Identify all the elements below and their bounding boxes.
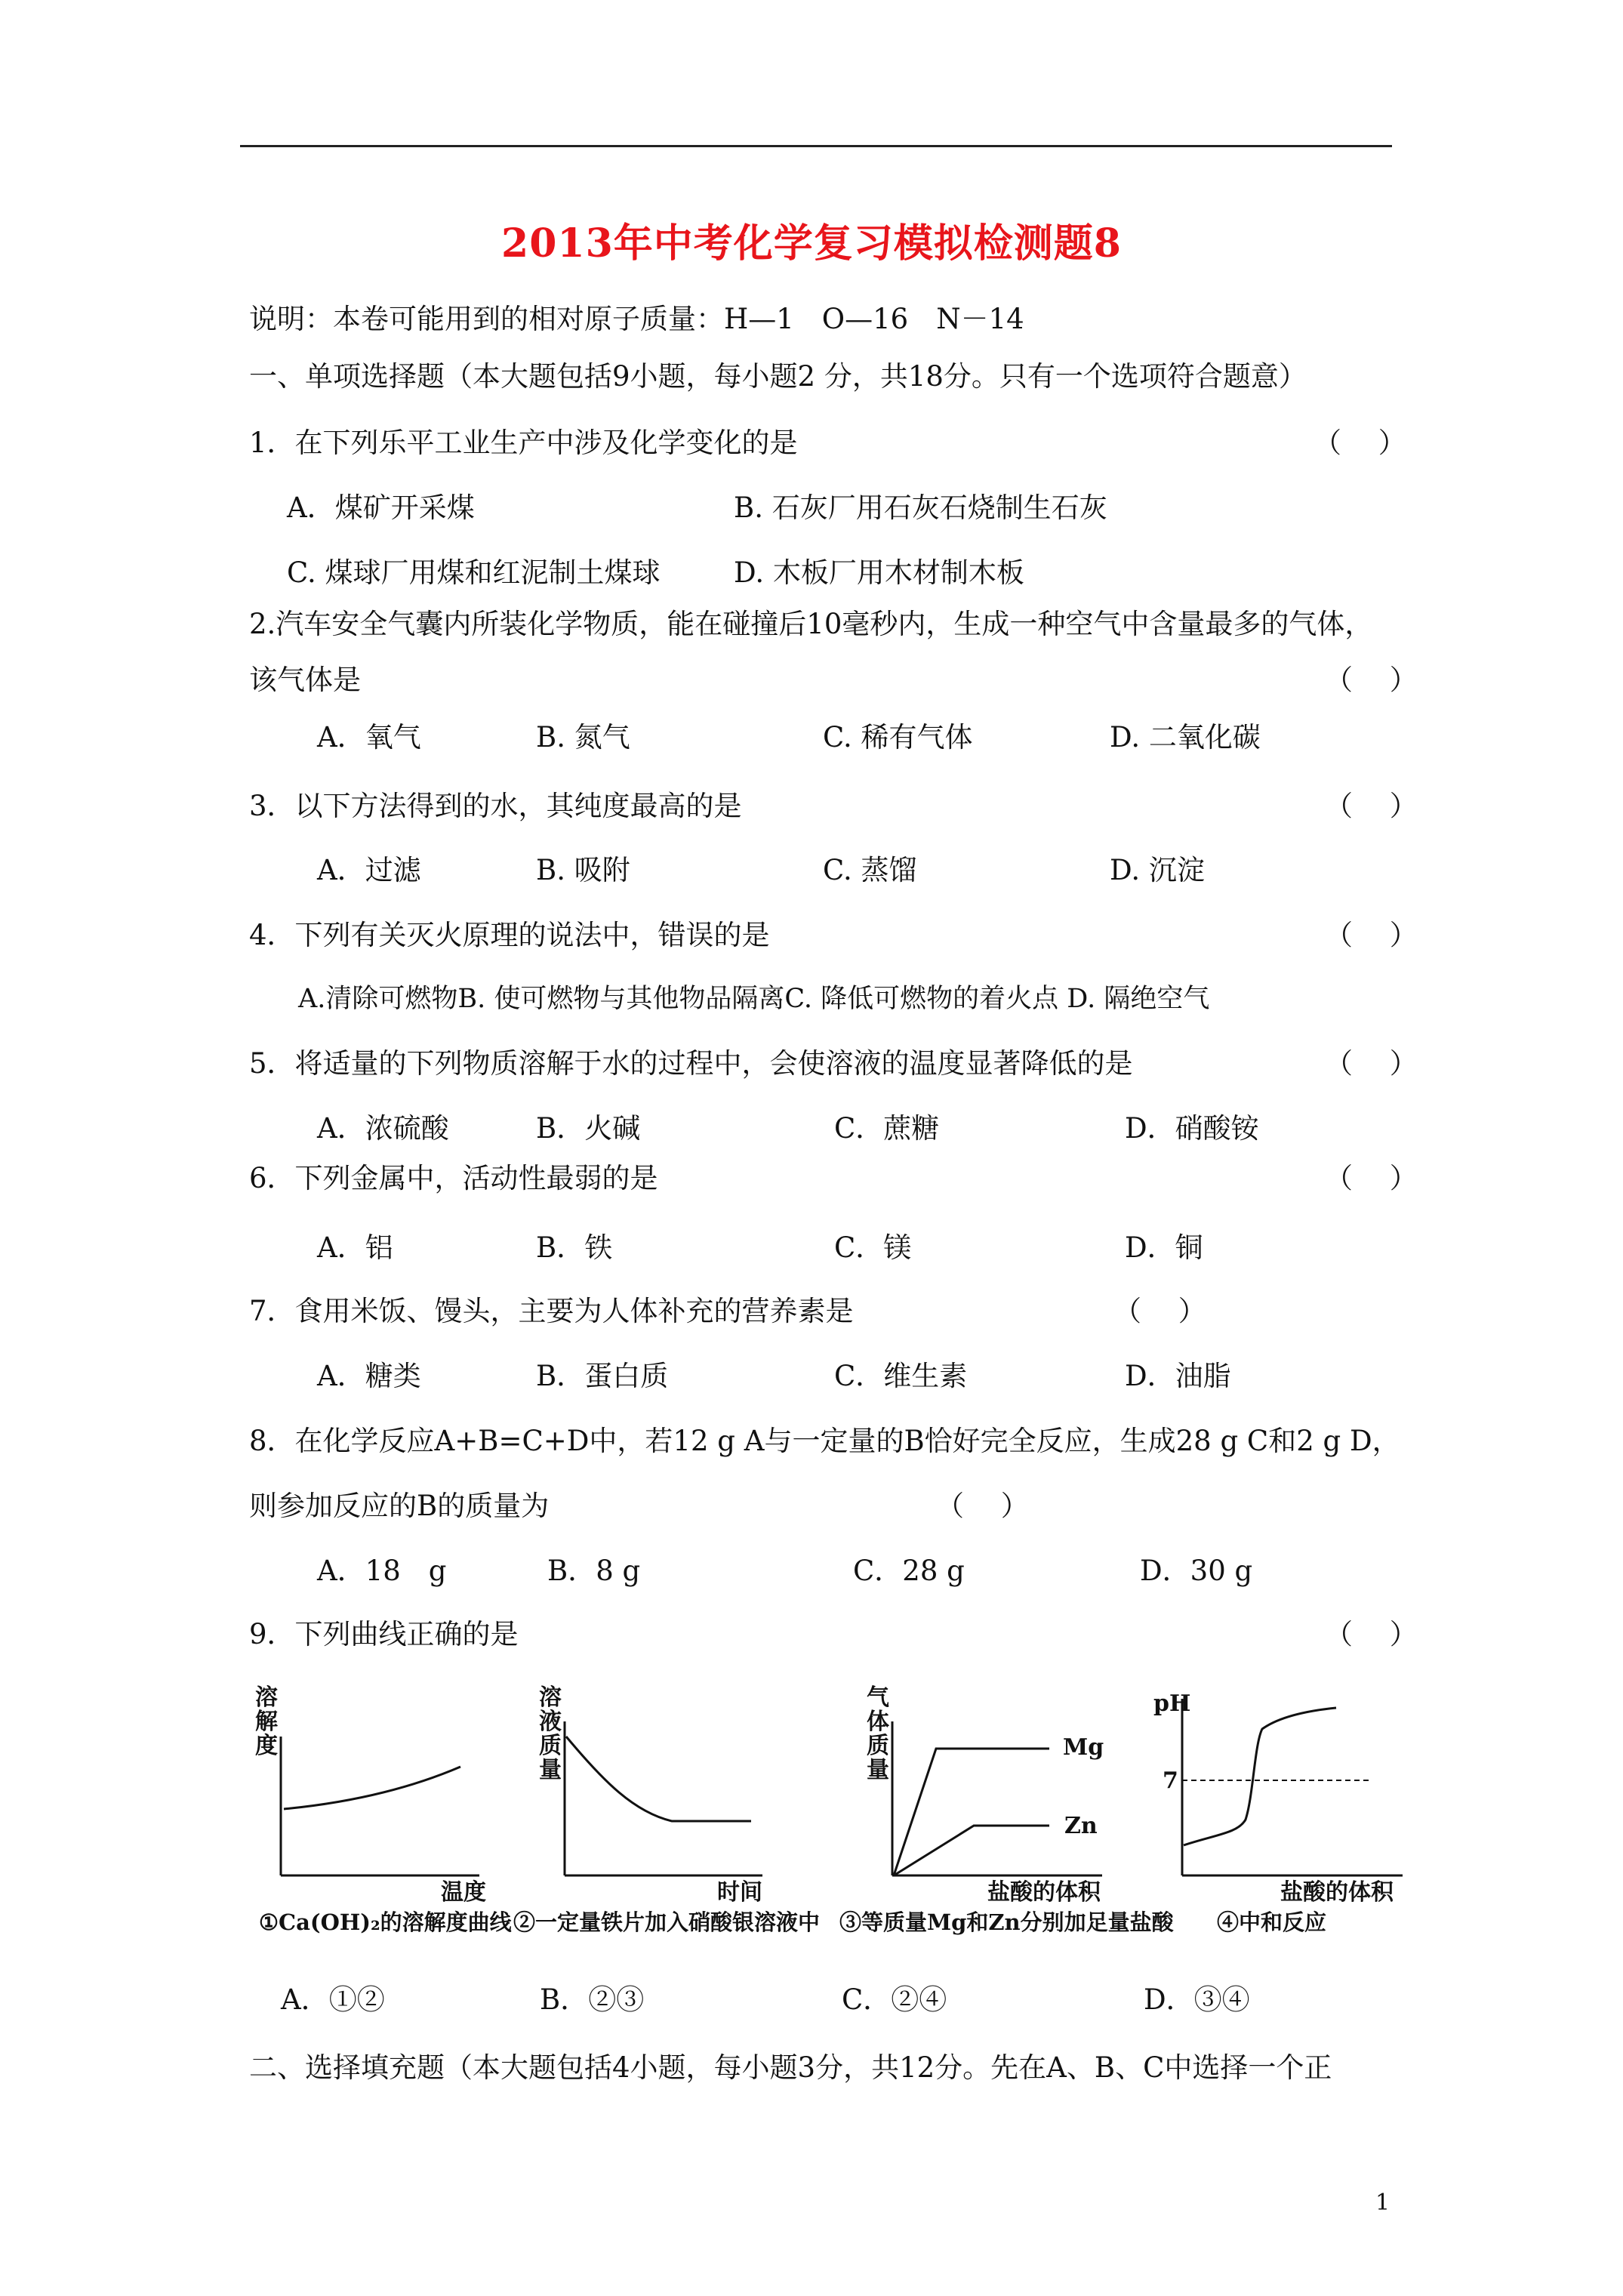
q2-answer-blank[interactable]: （ ） — [1325, 664, 1418, 696]
q8-option-b: B．8 g — [547, 1555, 641, 1587]
section-2-heading: 二、选择填充题（本大题包括4小题，每小题3分，共12分。先在A、B、C中选择一个正 — [249, 2051, 1332, 2084]
q8-answer-blank[interactable]: （ ） — [936, 1490, 1029, 1522]
chart-3-gas-mass — [839, 1684, 1175, 1935]
q9-stem: 9．下列曲线正确的是 — [249, 1618, 519, 1650]
chart-1-xlabel: 温度 — [441, 1879, 486, 1906]
q3-option-c: C. 蒸馏 — [823, 854, 917, 886]
chart-4-ylabel: pH — [1153, 1690, 1191, 1717]
chart-3-ylabel-char: 体 — [867, 1709, 889, 1735]
q1-option-b: B. 石灰厂用石灰石烧制生石灰 — [734, 492, 1107, 524]
q6-option-a: A．铝 — [317, 1231, 393, 1264]
q9-option-d: D．③④ — [1144, 1983, 1250, 2016]
chart-4-xlabel: 盐酸的体积 — [1280, 1879, 1394, 1906]
section-1-heading: 一、单项选择题（本大题包括9小题，每小题2 分，共18分。只有一个选项符合题意） — [249, 360, 1307, 393]
q4-stem: 4．下列有关灭火原理的说法中，错误的是 — [249, 919, 770, 951]
q6-stem: 6．下列金属中，活动性最弱的是 — [249, 1162, 658, 1194]
q8-option-a: A．18 g — [317, 1555, 447, 1587]
q1-option-d: D. 木板厂用木材制木板 — [734, 556, 1024, 589]
chart-3-caption: ③等质量Mg和Zn分别加足量盐酸 — [839, 1909, 1174, 1935]
chart-3-mg-line — [894, 1749, 1049, 1875]
q1-answer-blank[interactable]: （ ） — [1313, 427, 1406, 459]
page-title: 2013年中考化学复习模拟检测题8 — [501, 220, 1122, 267]
q9-option-a: A．①② — [281, 1983, 385, 2016]
chart-3-zn-line — [894, 1826, 1049, 1875]
chart-2-xlabel: 时间 — [717, 1879, 762, 1906]
q8-stem-line1: 8．在化学反应A+B=C+D中，若12 g A与一定量的B恰好完全反应，生成28 g C和2 g D， — [249, 1425, 1400, 1457]
q3-answer-blank[interactable]: （ ） — [1325, 790, 1418, 822]
q4-options: A.清除可燃物B. 使可燃物与其他物品隔离C. 降低可燃物的着火点 D. 隔绝空气 — [298, 984, 1210, 1014]
q2-option-b: B. 氮气 — [536, 721, 630, 754]
q8-stem-line2: 则参加反应的B的质量为 — [249, 1490, 550, 1522]
q2-option-d: D. 二氧化碳 — [1110, 721, 1261, 754]
q8-option-c: C．28 g — [853, 1555, 965, 1587]
chart-2-ylabel-char: 质 — [539, 1733, 562, 1759]
chart-3-ylabel-char: 质 — [867, 1733, 889, 1759]
q5-stem: 5．将适量的下列物质溶解于水的过程中，会使溶液的温度显著降低的是 — [249, 1047, 1133, 1080]
chart-1-caption: ①Ca(OH)₂的溶解度曲线 — [259, 1909, 512, 1935]
chart-3-ylabel-char: 气 — [867, 1684, 889, 1711]
q9-answer-blank[interactable]: （ ） — [1325, 1618, 1418, 1650]
q3-option-a: A．过滤 — [317, 854, 421, 886]
chart-1-ylabel-char: 溶 — [255, 1684, 278, 1711]
chart-1-curve — [284, 1767, 460, 1809]
q6-answer-blank[interactable]: （ ） — [1325, 1162, 1418, 1194]
q2-option-c: C. 稀有气体 — [823, 721, 973, 754]
q2-stem-line2: 该气体是 — [249, 664, 361, 696]
q8-option-d: D．30 g — [1140, 1555, 1253, 1587]
chart-2-curve — [566, 1737, 751, 1821]
q2-option-a: A．氧气 — [317, 721, 421, 754]
chart-3-xlabel: 盐酸的体积 — [987, 1879, 1101, 1906]
chart-4-caption: ④中和反应 — [1217, 1909, 1327, 1935]
q5-option-b: B．火碱 — [536, 1112, 641, 1145]
q4-answer-blank[interactable]: （ ） — [1325, 919, 1418, 951]
chart-3-ylabel-char: 量 — [867, 1757, 889, 1783]
q6-option-b: B．铁 — [536, 1231, 613, 1264]
q5-option-c: C．蔗糖 — [834, 1112, 940, 1145]
q7-option-d: D．油脂 — [1125, 1360, 1231, 1392]
chart-2-solution-mass — [513, 1684, 820, 1935]
q1-stem: 1．在下列乐平工业生产中涉及化学变化的是 — [249, 427, 798, 459]
chart-4-neutralization — [1153, 1690, 1403, 1935]
chart-2-ylabel-char: 液 — [539, 1709, 562, 1735]
q7-option-a: A．糖类 — [317, 1360, 421, 1392]
q9-option-c: C．②④ — [842, 1983, 947, 2016]
chart-1-solubility — [255, 1684, 513, 1935]
q1-option-a: A．煤矿开采煤 — [287, 492, 475, 524]
chart-4-curve — [1184, 1708, 1336, 1845]
chart-3-mg-label: Mg — [1063, 1734, 1104, 1761]
q7-option-b: B．蛋白质 — [536, 1360, 669, 1392]
q7-option-c: C．维生素 — [834, 1360, 968, 1392]
q7-answer-blank[interactable]: （ ） — [1113, 1295, 1206, 1327]
chart-1-ylabel-char: 解 — [255, 1709, 278, 1735]
q1-option-c: C. 煤球厂用煤和红泥制土煤球 — [287, 556, 661, 589]
chart-3-zn-label: Zn — [1064, 1813, 1098, 1839]
chart-1-ylabel-char: 度 — [255, 1733, 278, 1759]
chart-2-caption: ②一定量铁片加入硝酸银溶液中 — [513, 1909, 821, 1935]
q5-option-a: A．浓硫酸 — [317, 1112, 449, 1145]
header-rule — [240, 145, 1392, 147]
q3-stem: 3．以下方法得到的水，其纯度最高的是 — [249, 790, 742, 822]
chart-2-ylabel-char: 溶 — [539, 1684, 562, 1711]
chart-4-seven-label: 7 — [1163, 1767, 1178, 1794]
q2-stem-line1: 2.汽车安全气囊内所装化学物质，能在碰撞后10毫秒内，生成一种空气中含量最多的气体， — [249, 608, 1373, 640]
chart-2-ylabel-char: 量 — [539, 1757, 562, 1783]
q6-option-d: D．铜 — [1125, 1231, 1203, 1264]
q6-option-c: C．镁 — [834, 1231, 912, 1264]
q9-option-b: B．②③ — [540, 1983, 645, 2016]
q3-option-d: D. 沉淀 — [1110, 854, 1205, 886]
q5-answer-blank[interactable]: （ ） — [1325, 1047, 1418, 1080]
q3-option-b: B. 吸附 — [536, 854, 630, 886]
q7-stem: 7．食用米饭、馒头，主要为人体补充的营养素是 — [249, 1295, 854, 1327]
page-number: 1 — [1375, 2190, 1390, 2216]
q5-option-d: D．硝酸铵 — [1125, 1112, 1259, 1145]
atomic-mass-note: 说明：本卷可能用到的相对原子质量：H—1 O—16 N－14 — [249, 303, 1024, 335]
